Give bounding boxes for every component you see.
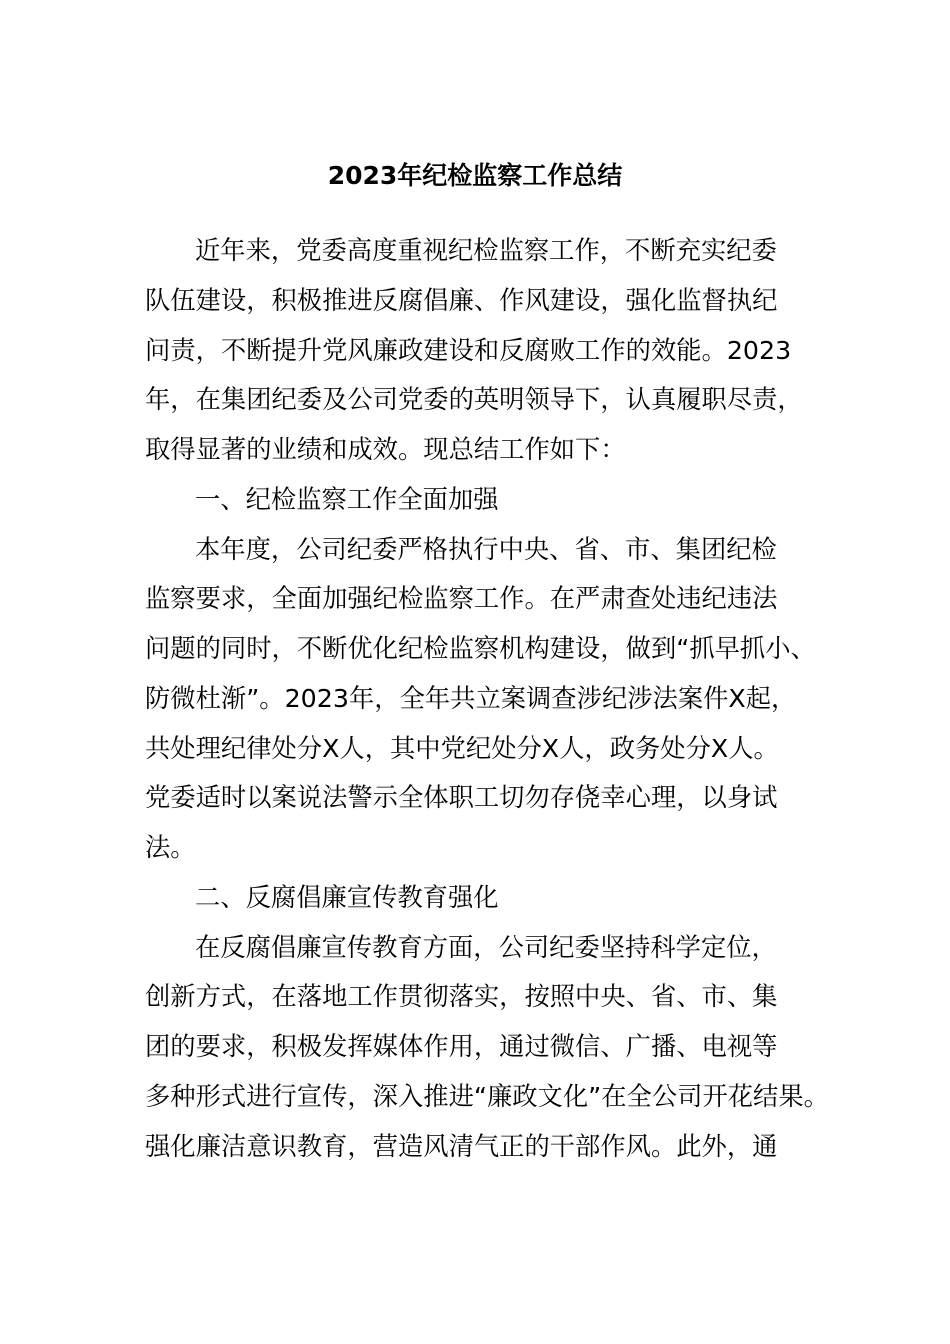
text-line: 问题的同时，不断优化纪检监察机构建设，做到“抓早抓小、 <box>145 634 816 663</box>
text-line: 防微杜渐”。2023年，全年共立案调查涉纪涉法案件X起， <box>145 683 797 713</box>
text-line: 法。 <box>145 833 196 862</box>
text-line: 监察要求，全面加强纪检监察工作。在严肃查处违纪违法 <box>145 584 778 614</box>
text-line: 创新方式，在落地工作贯彻落实，按照中央、省、市、集 <box>145 982 778 1012</box>
text-line: 近年来，党委高度重视纪检监察工作，不断充实纪委 <box>195 236 777 265</box>
document-body <box>145 226 845 1171</box>
text-line: 本年度，公司纪委严格执行中央、省、市、集团纪检 <box>195 534 777 564</box>
text-line: 取得显著的业绩和成效。现总结工作如下： <box>145 435 626 464</box>
text-line: 队伍建设，积极推进反腐倡廉、作风建设，强化监督执纪 <box>145 285 778 315</box>
text-line: 二、反腐倡廉宣传教育强化 <box>195 882 499 912</box>
text-line: 党委适时以案说法警示全体职工切勿存侥幸心理，以身试 <box>145 783 778 813</box>
text-line: 共处理纪律处分X人，其中党纪处分X人，政务处分X人。 <box>145 733 779 763</box>
text-line: 年，在集团纪委及公司党委的英明领导下，认真履职尽责， <box>145 385 803 415</box>
text-line: 问责，不断提升党风廉政建设和反腐败工作的效能。2023 <box>145 335 792 365</box>
text-line: 强化廉洁意识教育，营造风清气正的干部作风。此外，通 <box>145 1131 778 1161</box>
text-line: 团的要求，积极发挥媒体作用，通过微信、广播、电视等 <box>145 1032 778 1061</box>
text-line: 在反腐倡廉宣传教育方面，公司纪委坚持科学定位， <box>195 932 777 962</box>
text-line: 多种形式进行宣传，深入推进“廉政文化”在全公司开花结果。 <box>145 1081 829 1111</box>
text-line: 一、纪检监察工作全面加强 <box>195 484 499 514</box>
document-title: 2023年纪检监察工作总结 <box>327 161 623 190</box>
